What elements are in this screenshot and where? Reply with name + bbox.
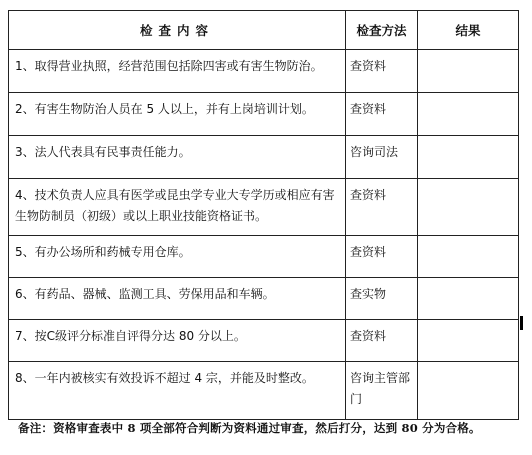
table-row (9, 93, 519, 136)
row-content: 6、有药品、器械、监测工具、劳保用品和车辆。 (9, 278, 346, 320)
table-row (9, 236, 519, 278)
header-method: 检查方法 (346, 11, 418, 50)
row-method: 查资料 (346, 93, 418, 136)
qualification-review-table (8, 10, 519, 420)
table-row (9, 179, 519, 236)
row-result (418, 236, 519, 278)
table-row (9, 278, 519, 320)
table-row (9, 320, 519, 362)
row-result (418, 320, 519, 362)
row-content: 3、法人代表具有民事责任能力。 (9, 136, 346, 179)
edge-mark (520, 316, 523, 330)
table-row (9, 50, 519, 93)
footnote: 备注：资格审查表中 8 项全部符合判断为资料通过审查，然后打分，达到 80 分为合格。 (18, 421, 481, 435)
row-method: 查资料 (346, 179, 418, 236)
row-content: 8、一年内被核实有效投诉不超过 4 宗，并能及时整改。 (9, 362, 346, 420)
table-row (9, 362, 519, 420)
row-method: 查资料 (346, 50, 418, 93)
row-method: 咨询司法 (346, 136, 418, 179)
row-result (418, 136, 519, 179)
row-method: 查资料 (346, 320, 418, 362)
row-content: 4、技术负责人应具有医学或昆虫学专业大专学历或相应有害生物防制员（初级）或以上职业技能资格证书。 (9, 179, 346, 236)
table-row (9, 136, 519, 179)
row-method: 咨询主管部门 (346, 362, 418, 420)
row-result (418, 179, 519, 236)
row-content: 2、有害生物防治人员在 5 人以上，并有上岗培训计划。 (9, 93, 346, 136)
row-result (418, 278, 519, 320)
row-method: 查实物 (346, 278, 418, 320)
row-result (418, 50, 519, 93)
row-content: 5、有办公场所和药械专用仓库。 (9, 236, 346, 278)
row-content: 1、取得营业执照，经营范围包括除四害或有害生物防治。 (9, 50, 346, 93)
header-content: 检查内容 (9, 11, 346, 50)
row-method: 查资料 (346, 236, 418, 278)
header-result: 结果 (418, 11, 519, 50)
row-content: 7、按C级评分标准自评得分达 80 分以上。 (9, 320, 346, 362)
row-result (418, 93, 519, 136)
row-result (418, 362, 519, 420)
table-header-row (9, 11, 519, 50)
